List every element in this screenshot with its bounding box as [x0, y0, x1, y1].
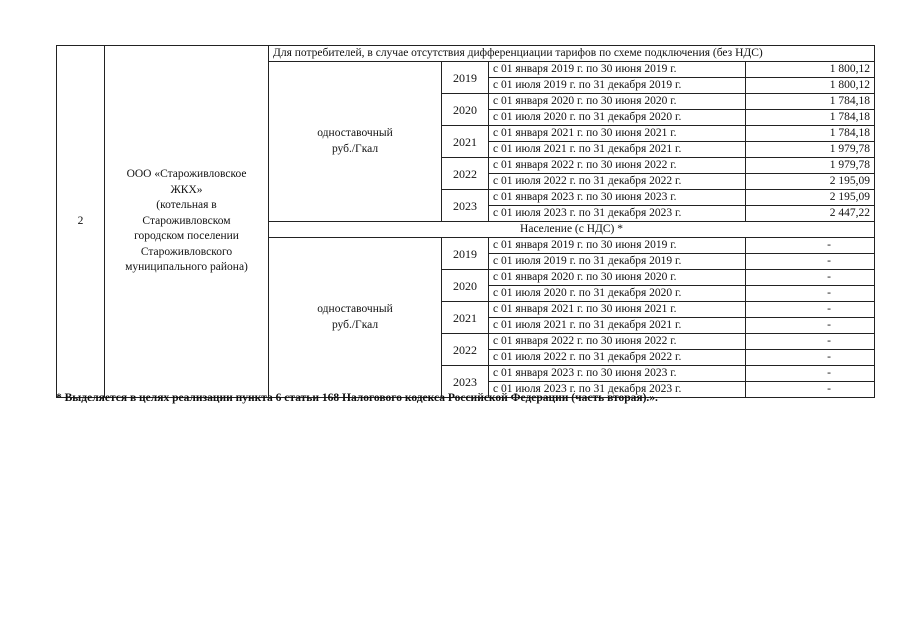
period-cell: с 01 июля 2021 г. по 31 декабря 2021 г.	[489, 318, 746, 334]
tariff-value-cell: 1 784,18	[746, 110, 875, 126]
tariff-value-cell: 1 979,78	[746, 158, 875, 174]
section-header-row	[57, 46, 875, 62]
tariff-value-cell: -	[746, 270, 875, 286]
footnote: * Выделяется в целях реализации пункта 6 статьи 168 Налогового кодекса Российской Федерации (часть вторая).».	[56, 392, 658, 404]
rate-unit	[269, 238, 442, 398]
tariff-value-cell: 1 979,78	[746, 142, 875, 158]
section-header: Для потребителей, в случае отсутствия дифференциации тарифов по схеме подключения (без НДС)	[269, 46, 875, 62]
year-cell: 2019	[442, 238, 489, 270]
organization-name-line: городском поселении	[134, 230, 239, 243]
period-cell: с 01 июля 2019 г. по 31 декабря 2019 г.	[489, 254, 746, 270]
period-cell: с 01 июля 2023 г. по 31 декабря 2023 г.	[489, 382, 746, 398]
tariff-value-cell: -	[746, 318, 875, 334]
period-cell: с 01 января 2022 г. по 30 июня 2022 г.	[489, 158, 746, 174]
period-cell: с 01 июля 2020 г. по 31 декабря 2020 г.	[489, 110, 746, 126]
year-cell: 2020	[442, 94, 489, 126]
tariff-value-cell: 1 800,12	[746, 62, 875, 78]
tariff-value-cell: -	[746, 366, 875, 382]
rate-unit-line: руб./Гкал	[331, 142, 379, 155]
year-cell: 2021	[442, 126, 489, 158]
period-cell: с 01 июля 2022 г. по 31 декабря 2022 г.	[489, 174, 746, 190]
tariff-value-cell: 2 447,22	[746, 206, 875, 222]
period-cell: с 01 января 2023 г. по 30 июня 2023 г.	[489, 366, 746, 382]
year-cell: 2023	[442, 366, 489, 398]
tariff-value-cell: -	[746, 350, 875, 366]
section-header: Население (с НДС) *	[269, 222, 875, 238]
tariff-value-cell: 2 195,09	[746, 190, 875, 206]
year-cell: 2022	[442, 334, 489, 366]
period-cell: с 01 января 2021 г. по 30 июня 2021 г.	[489, 126, 746, 142]
organization-name-line: ООО «Староживловское	[126, 168, 247, 181]
period-cell: с 01 января 2022 г. по 30 июня 2022 г.	[489, 334, 746, 350]
tariff-value-cell: -	[746, 302, 875, 318]
period-cell: с 01 января 2019 г. по 30 июня 2019 г.	[489, 238, 746, 254]
tariff-value-cell: -	[746, 286, 875, 302]
year-cell: 2021	[442, 302, 489, 334]
period-cell: с 01 июля 2023 г. по 31 декабря 2023 г.	[489, 206, 746, 222]
period-cell: с 01 июля 2022 г. по 31 декабря 2022 г.	[489, 350, 746, 366]
organization-name-line: муниципального района)	[125, 261, 248, 274]
tariff-value-cell: -	[746, 238, 875, 254]
organization-name-line: (котельная в	[156, 199, 217, 212]
period-cell: с 01 января 2020 г. по 30 июня 2020 г.	[489, 94, 746, 110]
tariff-value-cell: 1 800,12	[746, 78, 875, 94]
organization-name	[105, 46, 269, 398]
tariff-value-cell: 1 784,18	[746, 94, 875, 110]
tariff-table-body	[57, 46, 875, 398]
tariff-table	[56, 45, 875, 398]
organization-name-line: Староживловском	[142, 214, 231, 227]
tariff-value-cell: -	[746, 254, 875, 270]
row-number: 2	[57, 46, 105, 398]
period-cell: с 01 июля 2021 г. по 31 декабря 2021 г.	[489, 142, 746, 158]
rate-unit-line: одноставочный	[317, 302, 393, 315]
year-cell: 2023	[442, 190, 489, 222]
organization-name-line: ЖКХ»	[170, 183, 203, 196]
period-cell: с 01 июля 2019 г. по 31 декабря 2019 г.	[489, 78, 746, 94]
period-cell: с 01 января 2021 г. по 30 июня 2021 г.	[489, 302, 746, 318]
tariff-value-cell: 1 784,18	[746, 126, 875, 142]
year-cell: 2020	[442, 270, 489, 302]
rate-unit	[269, 62, 442, 222]
period-cell: с 01 января 2023 г. по 30 июня 2023 г.	[489, 190, 746, 206]
year-cell: 2019	[442, 62, 489, 94]
period-cell: с 01 июля 2020 г. по 31 декабря 2020 г.	[489, 286, 746, 302]
tariff-value-cell: -	[746, 382, 875, 398]
rate-unit-line: руб./Гкал	[331, 318, 379, 331]
rate-unit-line: одноставочный	[317, 126, 393, 139]
year-cell: 2022	[442, 158, 489, 190]
organization-name-line: Староживловского	[140, 245, 233, 258]
tariff-value-cell: 2 195,09	[746, 174, 875, 190]
period-cell: с 01 января 2019 г. по 30 июня 2019 г.	[489, 62, 746, 78]
tariff-value-cell: -	[746, 334, 875, 350]
period-cell: с 01 января 2020 г. по 30 июня 2020 г.	[489, 270, 746, 286]
